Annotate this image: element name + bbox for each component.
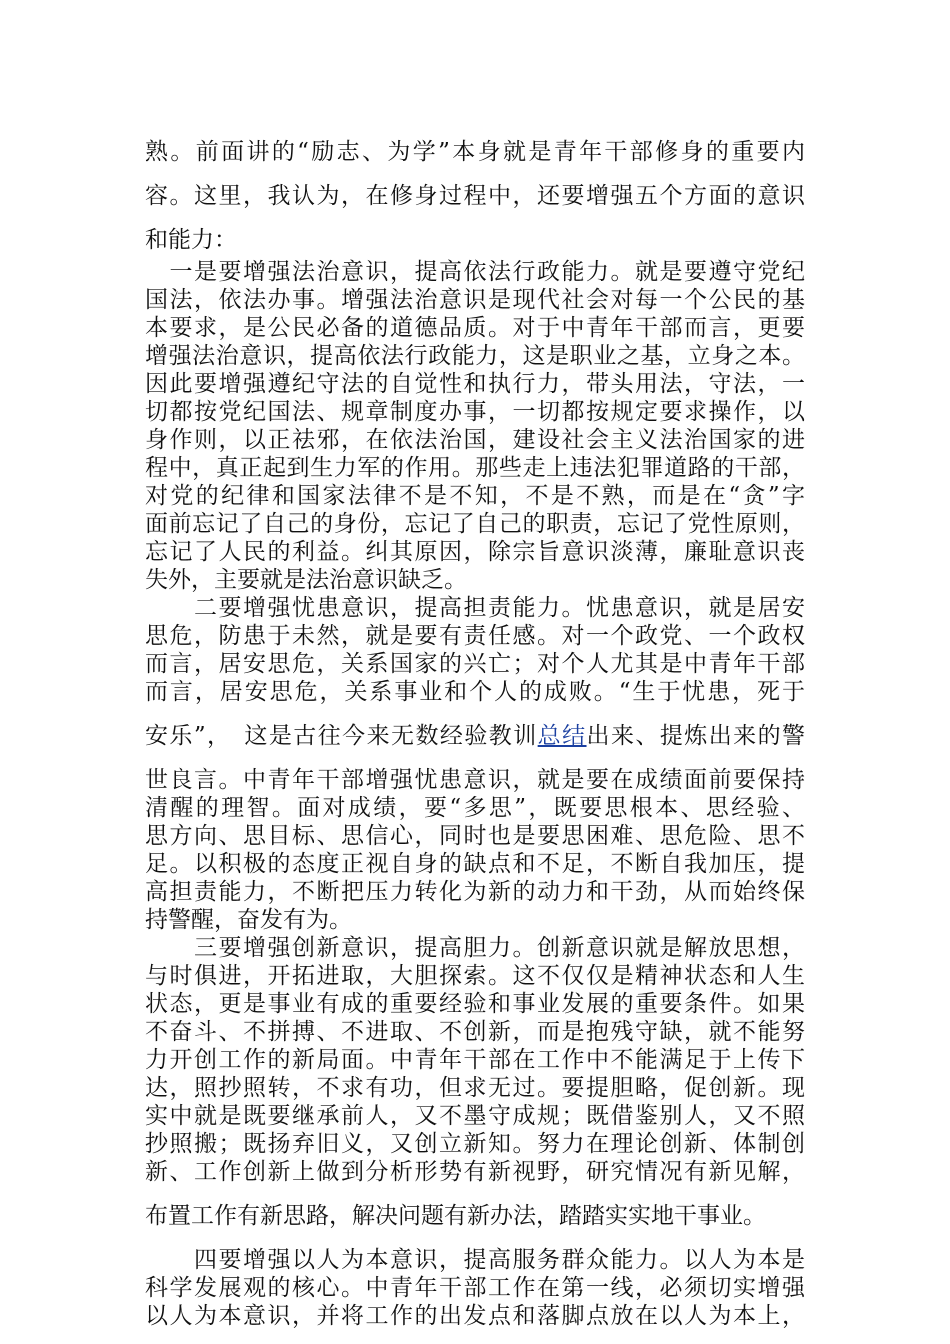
text-fragment: 安乐”， 这是古往今来无数经验教训 — [145, 723, 538, 749]
text-line: 而言，居安思危，关系国家的兴亡；对个人尤其是中青年干部 — [145, 651, 805, 677]
text-line: 本要求，是公民必备的道德品质。对于中青年干部而言，更要 — [145, 315, 805, 341]
text-line: 忘记了人民的利益。纠其原因，除宗旨意识淡薄，廉耻意识丧 — [145, 539, 805, 565]
text-line: 持警醒，奋发有为。 — [145, 907, 352, 933]
text-line: 容。这里，我认为，在修身过程中，还要增强五个方面的意识 — [145, 183, 805, 209]
text-line: 世良言。中青年干部增强忧患意识，就是要在成绩面前要保持 — [145, 767, 805, 793]
text-line: 科学发展观的核心。中青年干部工作在第一线，必须切实增强 — [145, 1275, 805, 1301]
text-line: 力开创工作的新局面。中青年干部在工作中不能满足于上传下 — [145, 1047, 805, 1073]
text-line: 因此要增强遵纪守法的自觉性和执行力，带头用法，守法，一 — [145, 371, 805, 397]
text-line: 三要增强创新意识，提高胆力。创新意识就是解放思想， — [145, 935, 805, 961]
text-line: 布置工作有新思路，解决问题有新办法，踏踏实实地干事业。 — [145, 1203, 766, 1229]
text-line: 清醒的理智。面对成绩，要“多思”，既要思根本、思经验、 — [145, 795, 805, 821]
text-line: 熟。前面讲的“励志、为学”本身就是青年干部修身的重要内 — [145, 139, 805, 165]
text-line: 和能力： — [145, 227, 237, 253]
text-line: 失外，主要就是法治意识缺乏。 — [145, 567, 467, 593]
text-line — [145, 722, 805, 750]
text-line: 一是要增强法治意识，提高依法行政能力。就是要遵守党纪 — [145, 259, 805, 285]
text-line: 程中，真正起到生力军的作用。那些走上违法犯罪道路的干部， — [145, 455, 805, 481]
text-line: 切都按党纪国法、规章制度办事，一切都按规定要求操作，以 — [145, 399, 805, 425]
text-line: 抄照搬；既扬弃旧义，又创立新知。努力在理论创新、体制创 — [145, 1131, 805, 1157]
text-line: 与时俱进，开拓进取，大胆探索。这不仅仅是精神状态和人生 — [145, 963, 805, 989]
text-line: 面前忘记了自己的身份，忘记了自己的职责，忘记了党性原则， — [145, 511, 805, 537]
text-line: 身作则，以正祛邪，在依法治国，建设社会主义法治国家的进 — [145, 427, 805, 453]
summary-link[interactable]: 总结 — [537, 723, 587, 749]
text-line: 对党的纪律和国家法律不是不知，不是不熟，而是在“贪”字 — [145, 483, 805, 509]
text-line: 国法，依法办事。增强法治意识是现代社会对每一个公民的基 — [145, 287, 805, 313]
text-line: 思危，防患于未然，就是要有责任感。对一个政党、一个政权 — [145, 623, 805, 649]
text-line: 四要增强以人为本意识，提高服务群众能力。以人为本是 — [145, 1247, 805, 1273]
text-line: 增强法治意识，提高依法行政能力，这是职业之基，立身之本。 — [145, 343, 805, 369]
text-line: 实中就是既要继承前人，又不墨守成规；既借鉴别人，又不照 — [145, 1103, 805, 1129]
text-line: 以人为本意识，并将工作的出发点和落脚点放在以人为本上， — [145, 1303, 805, 1329]
text-line: 不奋斗、不拼搏、不进取、不创新，而是抱残守缺，就不能努 — [145, 1019, 805, 1045]
text-line: 思方向、思目标、思信心，同时也是要思困难、思危险、思不 — [145, 823, 805, 849]
text-line: 而言，居安思危，关系事业和个人的成败。“生于忧患，死于 — [145, 679, 805, 705]
text-fragment: 出来、提炼出来的警 — [586, 723, 806, 749]
text-line: 新、工作创新上做到分析形势有新视野，研究情况有新见解， — [145, 1159, 805, 1185]
text-line: 足。以积极的态度正视自身的缺点和不足，不断自我加压，提 — [145, 851, 805, 877]
text-line: 二要增强忧患意识，提高担责能力。忧患意识，就是居安 — [145, 595, 805, 621]
text-line: 状态，更是事业有成的重要经验和事业发展的重要条件。如果 — [145, 991, 805, 1017]
text-line: 达，照抄照转，不求有功，但求无过。要提胆略，促创新。现 — [145, 1075, 805, 1101]
text-line: 高担责能力，不断把压力转化为新的动力和干劲，从而始终保 — [145, 879, 805, 905]
